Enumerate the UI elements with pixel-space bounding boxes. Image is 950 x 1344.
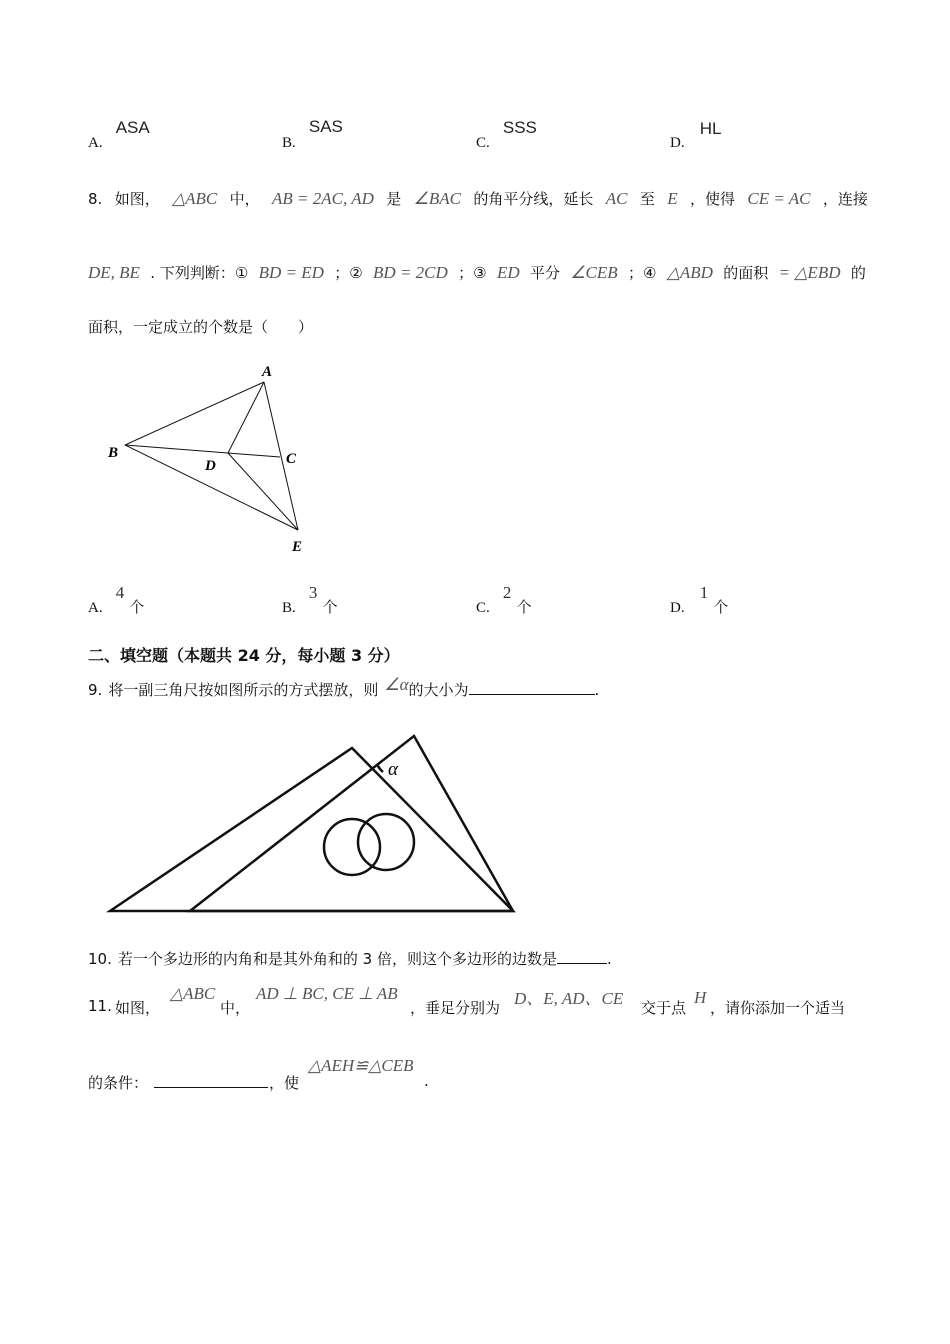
text: 的角平分线，延长 xyxy=(473,190,594,208)
text: 交于点 xyxy=(641,999,687,1017)
text: 的大小为 xyxy=(408,681,469,699)
answer-blank[interactable] xyxy=(557,949,607,964)
option-letter: A. xyxy=(88,135,103,151)
option-letter: C. xyxy=(476,600,490,616)
q7-option-d xyxy=(670,119,722,151)
ring-right xyxy=(358,814,414,870)
segment-ab xyxy=(125,382,264,445)
label-e: E xyxy=(292,539,303,555)
answer-blank[interactable] xyxy=(469,680,595,695)
math: E xyxy=(667,189,678,208)
math: AC xyxy=(605,189,628,208)
text: ，垂足分别为 xyxy=(410,999,501,1017)
label-a: A xyxy=(262,364,273,380)
alpha-label: α xyxy=(388,759,398,780)
q8-line2 xyxy=(88,262,866,283)
q8-figure xyxy=(100,360,330,560)
math: BD = ED xyxy=(258,263,324,282)
option-unit: 个 xyxy=(516,598,532,616)
option-value: ASA xyxy=(115,118,150,137)
label-b: B xyxy=(108,445,119,461)
text: ，使 xyxy=(269,1074,300,1092)
text: . 下列判断：① xyxy=(150,264,249,282)
q11-line1 xyxy=(88,984,864,1016)
math: △AEH≌△CEB xyxy=(308,1056,414,1075)
text: 的条件： xyxy=(88,1074,149,1092)
text: . xyxy=(594,681,600,699)
text: 的面积 xyxy=(723,264,769,282)
q8-option-b xyxy=(282,582,338,616)
text: ；③ xyxy=(458,264,487,282)
math: H xyxy=(694,988,707,1007)
q8-option-a xyxy=(88,582,145,616)
text: ；② xyxy=(334,264,363,282)
option-value: SSS xyxy=(502,118,537,137)
option-unit: 个 xyxy=(322,598,338,616)
label-c: C xyxy=(286,451,297,467)
math: DE, BE xyxy=(88,263,140,282)
text: 中， xyxy=(229,190,260,208)
option-number: 2 xyxy=(502,583,512,602)
segment-bc xyxy=(125,445,280,457)
text: 中， xyxy=(220,999,251,1017)
q9-line xyxy=(88,675,600,700)
q8-option-d xyxy=(670,582,729,616)
option-unit: 个 xyxy=(129,598,145,616)
q8-option-c xyxy=(476,582,532,616)
option-letter: A. xyxy=(88,600,103,616)
question-number: 9. xyxy=(88,681,103,699)
math: ∠CEB xyxy=(570,263,618,282)
q7-option-b xyxy=(282,117,343,151)
text: 若一个多边形的内角和是其外角和的 3 倍，则这个多边形的边数是 xyxy=(117,950,557,968)
text: ；④ xyxy=(628,264,657,282)
text: 至 xyxy=(639,190,655,208)
option-letter: D. xyxy=(670,600,685,616)
option-number: 4 xyxy=(115,583,125,602)
text: 将一副三角尺按如图所示的方式摆放，则 xyxy=(108,681,379,699)
text: ，使得 xyxy=(690,190,736,208)
text: ，请你添加一个适当 xyxy=(710,999,846,1017)
label-d: D xyxy=(205,458,216,474)
math: CE = AC xyxy=(747,189,811,208)
text: . xyxy=(424,1072,429,1090)
option-value: SAS xyxy=(308,117,343,136)
math: AD ⊥ BC, CE ⊥ AB xyxy=(256,984,398,1003)
q8-line1 xyxy=(88,188,868,209)
math: △ABC xyxy=(170,984,216,1003)
question-number: 11. xyxy=(88,997,112,1015)
option-value: HL xyxy=(699,119,722,138)
alpha-arc xyxy=(377,764,383,772)
math: D、E, AD、CE xyxy=(514,989,624,1008)
answer-blank[interactable] xyxy=(154,1073,268,1088)
option-letter: C. xyxy=(476,135,490,151)
q11-line2 xyxy=(88,1056,488,1092)
option-letter: B. xyxy=(282,600,296,616)
option-number: 3 xyxy=(308,583,318,602)
option-number: 1 xyxy=(699,583,709,602)
text: 如图， xyxy=(115,999,161,1017)
text: . xyxy=(606,950,612,968)
text: 的 xyxy=(850,264,866,282)
option-unit: 个 xyxy=(713,598,729,616)
math: ∠α xyxy=(384,675,409,694)
text: 是 xyxy=(386,190,402,208)
math: AB = 2AC, AD xyxy=(272,189,374,208)
math: ED xyxy=(496,263,520,282)
math: △ABD xyxy=(666,263,713,282)
option-letter: D. xyxy=(670,135,685,151)
question-number: 8. xyxy=(88,190,103,208)
question-number: 10. xyxy=(88,950,112,968)
q7-option-a xyxy=(88,118,150,151)
q7-option-c xyxy=(476,118,537,151)
math: BD = 2CD xyxy=(373,263,448,282)
q8-line3: 面积，一定成立的个数是（ ） xyxy=(88,318,314,336)
text: 如图， xyxy=(114,190,160,208)
text: 平分 xyxy=(529,264,560,282)
text: ，连接 xyxy=(822,190,868,208)
option-letter: B. xyxy=(282,135,296,151)
math: = △EBD xyxy=(778,263,841,282)
section-heading: 二、填空题（本题共 24 分，每小题 3 分） xyxy=(88,646,400,665)
q10-line xyxy=(88,948,612,969)
math: △ABC xyxy=(172,189,218,208)
set-square-left xyxy=(110,748,513,911)
q9-figure xyxy=(100,725,530,925)
math: ∠BAC xyxy=(413,189,461,208)
segment-ad xyxy=(228,382,264,453)
